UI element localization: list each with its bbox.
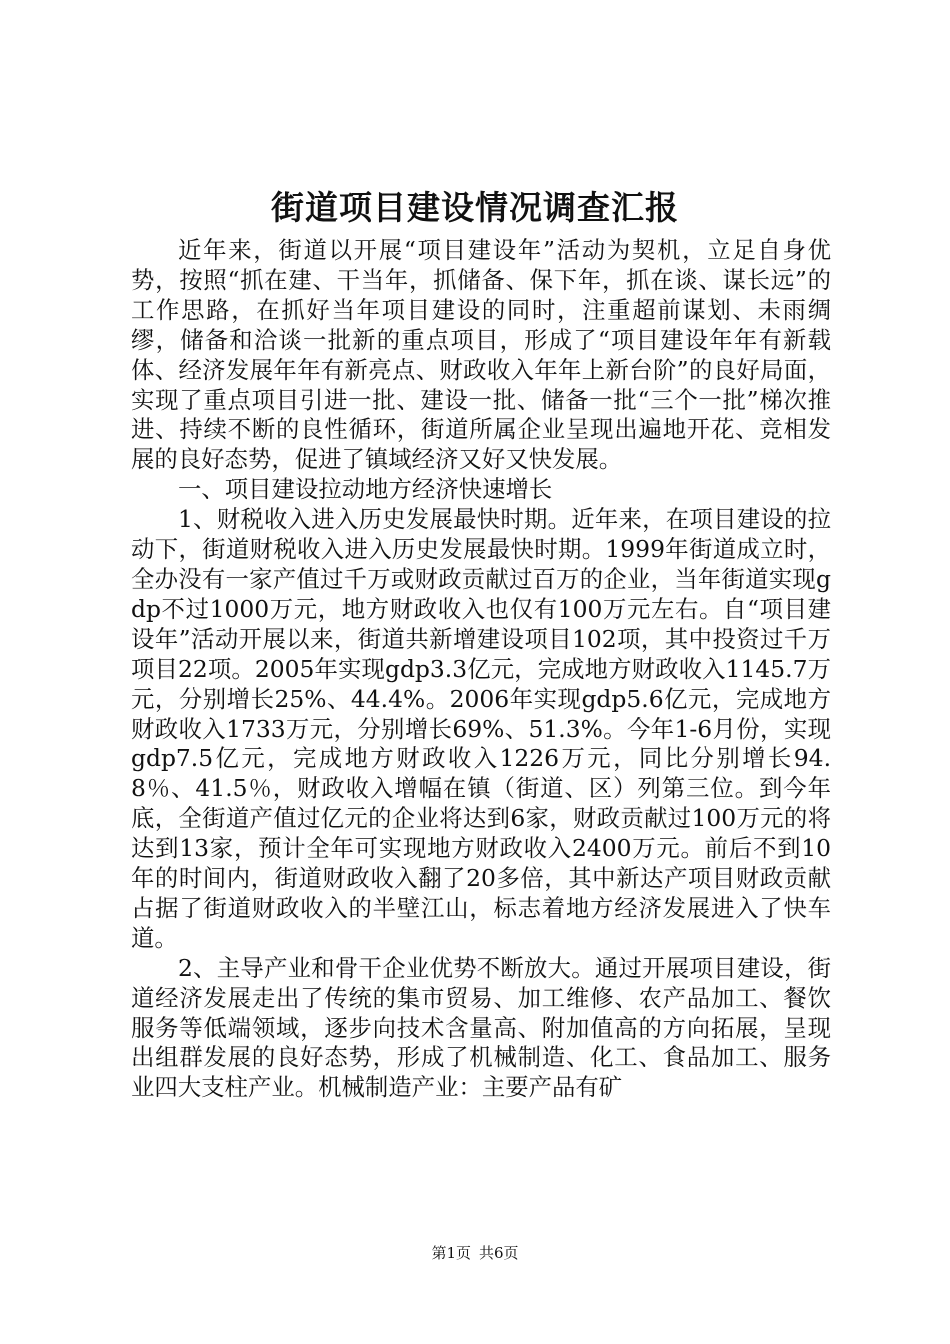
page-footer xyxy=(0,1243,950,1263)
page-total: 共6页 xyxy=(479,1244,519,1262)
section-heading-1: 一、项目建设拉动地方经济快速增长 xyxy=(178,475,553,504)
paragraph-fiscal-revenue: 1、财税收入进入历史发展最快时期。近年来，在项目建设的拉动下，街道财税收入进入历史发展最快时期。1999年街道成立时，全办没有一家产值过千万或财政贡献过百万的企业，当年街道实现gdp不过1000万元，地方财政收入也仅有100万元左右。自“项目建设年”活动开展以来，街道共新增建设项目102项，其中投资过千万项目22项。2005年实现gdp3.3亿元，完成地方财政收入1145.7万元，分别增长25%、44.4%。2006年实现gdp5.6亿元，完成地方财政收入1733万元，分别增长69%、51.3%。今年1-6月份，实现gdp7.5亿元，完成地方财政收入1226万元，同比分别增长94.8％、41.5％，财政收入增幅在镇（街道、区）列第三位。到今年底，全街道产值过亿元的企业将达到6家，财政贡献过100万元的将达到13家，预计全年可实现地方财政收入2400万元。前后不到10年的时间内，街道财政收入翻了20多倍，其中新达产项目财政贡献占据了街道财政收入的半壁江山，标志着地方经济发展进入了快车道。 xyxy=(131,505,831,952)
document-body xyxy=(131,236,831,1103)
paragraph-leading-industries: 2、主导产业和骨干企业优势不断放大。通过开展项目建设，街道经济发展走出了传统的集市贸易、加工维修、农产品加工、餐饮服务等低端领域，逐步向技术含量高、附加值高的方向拓展，呈现出组群发展的良好态势，形成了机械制造、化工、食品加工、服务业四大支柱产业。机械制造产业：主要产品有矿 xyxy=(131,953,831,1102)
paragraph-intro: 近年来，街道以开展“项目建设年”活动为契机，立足自身优势，按照“抓在建、干当年，抓储备、保下年，抓在谈、谋长远”的工作思路，在抓好当年项目建设的同时，注重超前谋划、未雨绸缪，储备和洽谈一批新的重点项目，形成了“项目建设年年有新载体、经济发展年年有新亮点、财政收入年年上新台阶”的良好局面，实现了重点项目引进一批、建设一批、储备一批“三个一批”梯次推进、持续不断的良性循环，街道所属企业呈现出遍地开花、竞相发展的良好态势，促进了镇域经济又好又快发展。 xyxy=(131,236,831,474)
page-number: 第1页 xyxy=(431,1244,471,1262)
document-title: 街道项目建设情况调查汇报 xyxy=(271,188,679,227)
